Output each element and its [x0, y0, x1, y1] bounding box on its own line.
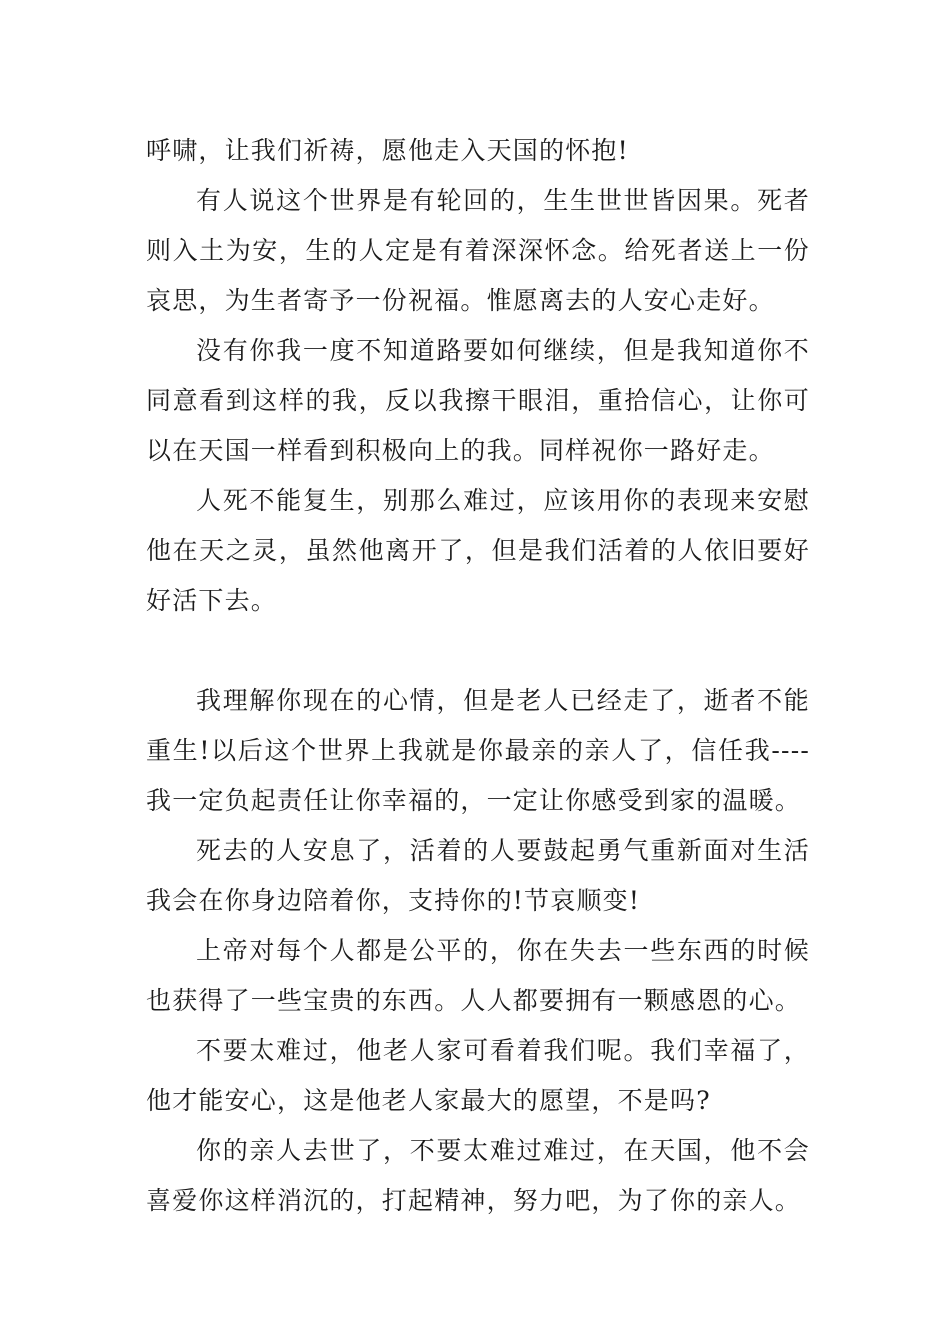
- paragraph: 有人说这个世界是有轮回的，生生世世皆因果。死者则入土为安，生的人定是有着深深怀念。给死者送上一份哀思，为生者寄予一份祝福。惟愿离去的人安心走好。: [146, 186, 810, 315]
- paragraph: 你的亲人去世了，不要太难过难过，在天国，他不会喜爱你这样消沉的，打起精神，努力吧，为了你的亲人。: [146, 1136, 810, 1215]
- paragraph: 人死不能复生，别那么难过，应该用你的表现来安慰他在天之灵，虽然他离开了，但是我们活着的人依旧要好好活下去。: [146, 486, 810, 615]
- paragraph-gap: [146, 626, 810, 676]
- paragraph: 没有你我一度不知道路要如何继续，但是我知道你不同意看到这样的我，反以我擦干眼泪，重拾信心，让你可以在天国一样看到积极向上的我。同样祝你一路好走。: [146, 336, 810, 465]
- paragraph: 我理解你现在的心情，但是老人已经走了，逝者不能重生!以后这个世界上我就是你最亲的亲人了，信任我----我一定负起责任让你幸福的，一定让你感受到家的温暖。: [146, 686, 810, 815]
- paragraph: 不要太难过，他老人家可看着我们呢。我们幸福了，他才能安心，这是他老人家最大的愿望，不是吗?: [146, 1036, 810, 1115]
- document-body: [146, 126, 810, 1226]
- paragraph: 上帝对每个人都是公平的，你在失去一些东西的时候也获得了一些宝贵的东西。人人都要拥有一颗感恩的心。: [146, 936, 810, 1015]
- paragraph-continued: 呼啸，让我们祈祷，愿他走入天国的怀抱!: [146, 136, 629, 165]
- paragraph: 死去的人安息了，活着的人要鼓起勇气重新面对生活我会在你身边陪着你，支持你的!节哀顺变!: [146, 836, 810, 915]
